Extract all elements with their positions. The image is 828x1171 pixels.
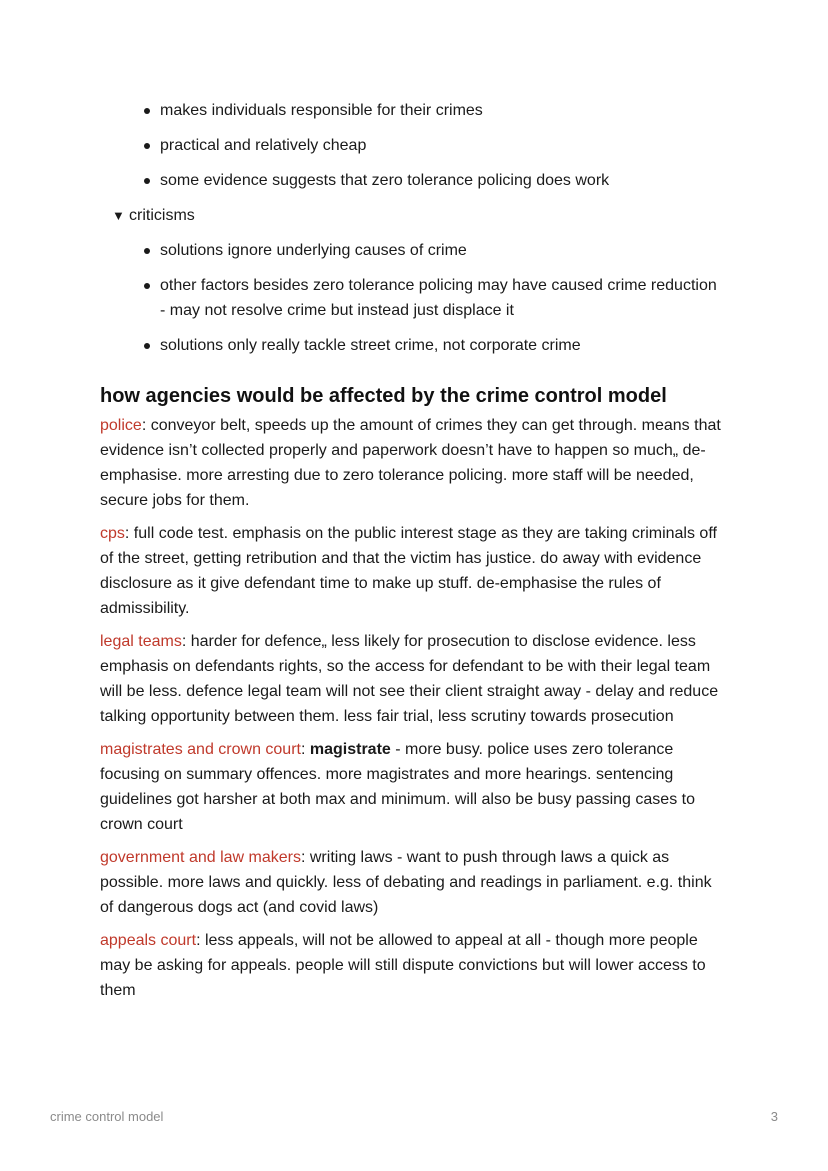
legal-teams-text: : harder for defence„ less likely for prosecution to disclose evidence. less emphasis on defendants rights, so the access for defendant to be with their legal team will be less. defence legal team will not see their client straight away - delay and reduce talking opportunity between them. less fair trial, less scrutiny towards prosecution [100,633,719,725]
government-label: government and law makers [100,849,301,866]
cps-paragraph [100,521,726,621]
courts-label: magistrates and crown court [100,741,301,758]
list-item: solutions only really tackle street crime, not corporate crime [100,333,726,358]
cps-label: cps [100,525,125,542]
criticisms-list [100,238,726,358]
legal-teams-paragraph [100,629,726,729]
list-item: solutions ignore underlying causes of crime [100,238,726,263]
section-heading: how agencies would be affected by the crime control model [100,385,667,407]
list-item: practical and relatively cheap [100,133,726,158]
page-content [100,98,726,1011]
appeals-text: : less appeals, will not be allowed to appeal at all - though more people may be asking for appeals. people will still dispute convictions but will lower access to them [100,932,706,999]
government-paragraph [100,845,726,920]
courts-bold-term: magistrate [309,741,391,758]
courts-paragraph [100,737,726,837]
courts-text: - more busy. police uses zero tolerance focusing on summary offences. more magistrates and more hearings. sentencing guidelines got harsher at both max and minimum. will also be busy passing cases to crown court [100,741,695,833]
pros-list [100,98,726,193]
criticisms-toggle[interactable] [100,203,726,228]
government-text: : writing laws - want to push through laws a quick as possible. more laws and quickly. less of debating and readings in parliament. e.g. think of dangerous dogs act (and covid laws) [100,849,712,916]
triangle-down-icon[interactable]: ▼ [112,208,125,223]
criticisms-label: criticisms [129,207,195,224]
appeals-label: appeals court [100,932,197,949]
page-number: 3 [770,1109,778,1124]
list-item: some evidence suggests that zero tolerance policing does work [100,168,726,193]
police-text: : conveyor belt, speeds up the amount of crimes they can get through. means that evidence isn’t collected properly and paperwork doesn’t have to happen so much„ de-emphasise. more arresting due to zero tolerance policing. more staff will be needed, secure jobs for them. [100,417,721,509]
cps-text: : full code test. emphasis on the public interest stage as they are taking criminals off of the street, getting retribution and that the victim has justice. do away with evidence disclosure as it give defendant time to make up stuff. de-emphasise the rules of admissibility. [100,525,717,617]
police-label: police [100,417,142,434]
footer-title: crime control model [50,1109,164,1124]
courts-separator: : [300,741,310,758]
legal-teams-label: legal teams [100,633,182,650]
list-item: other factors besides zero tolerance policing may have caused crime reduction - may not resolve crime but instead just displace it [100,273,726,323]
appeals-paragraph [100,928,726,1003]
list-item: makes individuals responsible for their crimes [100,98,726,123]
police-paragraph [100,413,726,513]
